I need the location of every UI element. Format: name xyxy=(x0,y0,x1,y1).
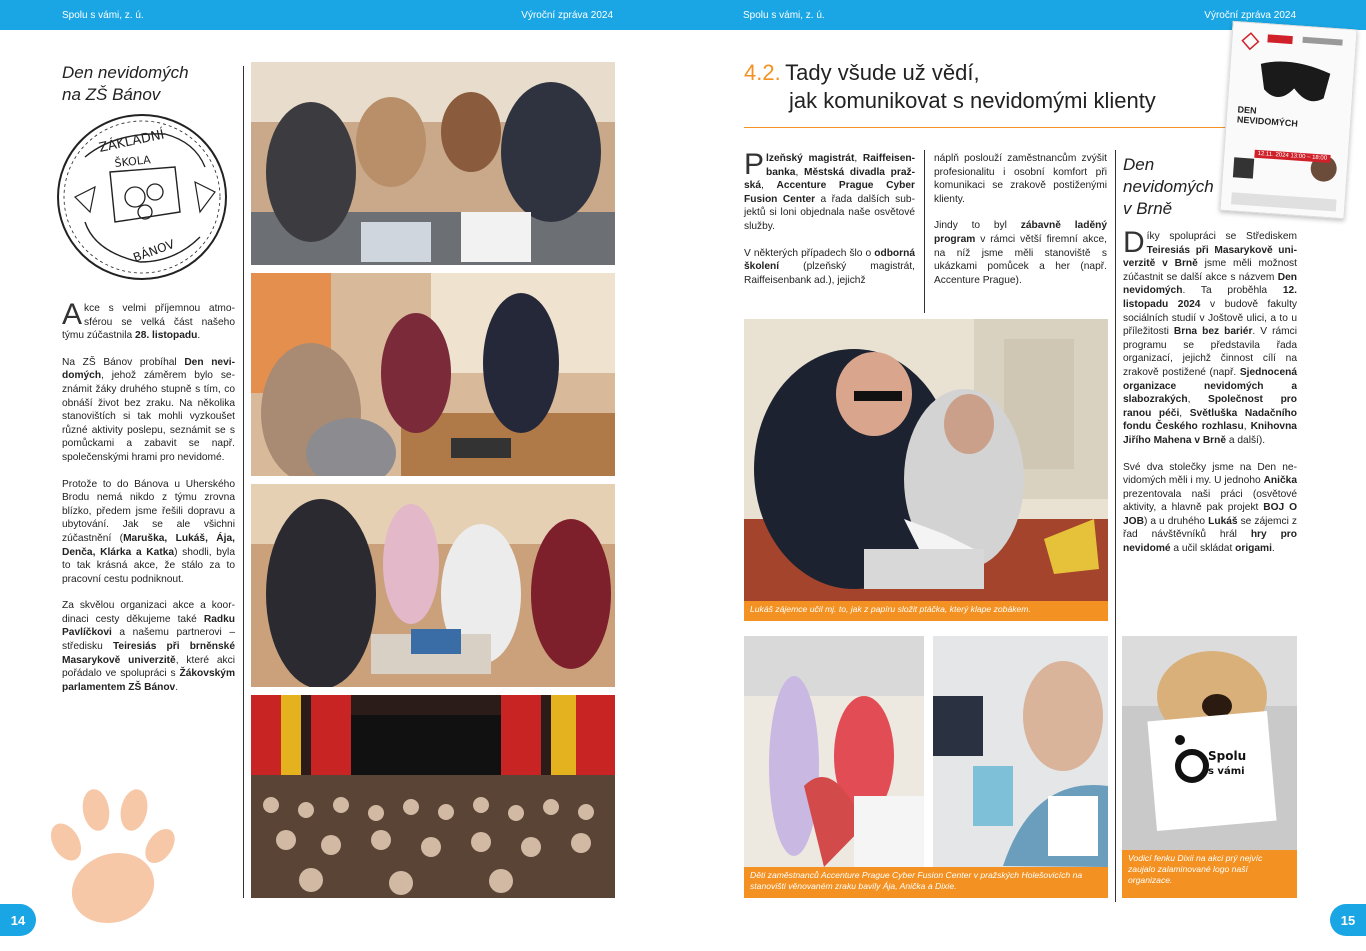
paragraph xyxy=(62,599,235,694)
text-run: . xyxy=(1271,543,1275,555)
bold-text: Světluška Nadačního fondu Českého rozhlasu xyxy=(1123,407,1297,433)
text-run: , xyxy=(854,153,863,164)
stamp-text: BÁNOV xyxy=(131,236,177,265)
heading-line: na ZŠ Bánov xyxy=(62,85,161,104)
header-org: Spolu s vámi, z. ú. xyxy=(62,10,144,21)
text-run: a další). xyxy=(1226,434,1266,446)
page-number-left: 14 xyxy=(0,904,36,936)
text-run: a našemu partnerovi – středisku xyxy=(62,627,235,653)
text-run: ) shodli, byla to tak krásná akce, že stálo za to pracovní cestu podniknout. xyxy=(62,546,235,585)
right-col-2 xyxy=(934,152,1107,300)
heading-line: nevidomých xyxy=(1123,177,1214,196)
section-heading xyxy=(62,62,189,106)
photo-guide-dog-with-logo xyxy=(1122,636,1297,850)
right-col-1 xyxy=(744,148,915,300)
heading-line: v Brně xyxy=(1123,199,1173,218)
text-run: Na ZŠ Bánov probíhal xyxy=(62,356,185,368)
bold-text: 28. listopadu xyxy=(135,330,198,342)
text-run: Jindy to byl xyxy=(934,220,1021,232)
bold-text: 12. listopadu 2024 xyxy=(1123,285,1297,310)
text-run: , které akci pořádalo ve spolupráci s xyxy=(62,654,235,680)
text-run: ) a u druhého xyxy=(1143,515,1209,527)
school-stamp-drawing xyxy=(55,112,230,282)
bold-text: BOJ O JOB xyxy=(1123,502,1297,527)
bold-text: lzeňský magistrát xyxy=(766,153,855,164)
paragraph xyxy=(744,148,915,234)
text-run: a řada dalších subjektů si loni objednala naše osvětové služby. xyxy=(744,193,915,232)
text-run: Za skvělou organizaci akce a koordinaci cesty děkujeme také xyxy=(62,600,235,625)
text-run: , xyxy=(1243,421,1251,433)
text-run: . Ta proběhla xyxy=(1182,285,1283,297)
text-run: (plzeňský magistrát, Raiffeisenbank ad.), jejichž xyxy=(744,261,915,286)
paragraph xyxy=(62,478,235,587)
text-run: se zájemci z řad návštěvníků hrál xyxy=(1123,515,1297,541)
event-poster xyxy=(1220,21,1358,219)
poster-title-line: NEVIDOMÝCH xyxy=(1236,114,1299,129)
paragraph xyxy=(1123,461,1297,556)
photo-teacher-and-students xyxy=(251,484,615,687)
bold-text: zábavně laděný program xyxy=(934,220,1107,245)
bold-text: Sjednocená organizace nevidomých a slabozrakých xyxy=(1123,366,1297,406)
photo-students-at-table xyxy=(251,62,615,265)
photo-origami-workshop xyxy=(744,319,1108,601)
bold-text: hry pro nevidomé xyxy=(1123,529,1297,555)
bold-text: Brna bez bariér xyxy=(1173,326,1253,338)
bold-text: Městská divadla pražská xyxy=(744,166,915,192)
text-run: v budově fakulty sociálních studií v Joštově ulici, a to u příležitosti xyxy=(1123,298,1297,338)
text-run: , jehož záměrem bylo seznámit žáky druhého stupně s tím, co obnáší život bez zraku. Na několika stanovištích si tak mohli vyzkoušet různé aktivity poslepu, seznámit se s pomůckami a zabavit se např. společenskými hrami pro nevidomé. xyxy=(62,370,235,463)
caption-children-station: Děti zaměstnanců Accenture Prague Cyber Fusion Center v pražských Holešovicích na stanovišti věnovaném zraku bavily Ája, Anička a Dixie. xyxy=(744,867,1108,898)
text-run: a učil skládat xyxy=(1170,543,1236,555)
bold-text: Teiresiás při Masarykově univerzitě v Brně xyxy=(1123,244,1297,270)
photo-selfie-woman xyxy=(933,636,1108,867)
text-run: Protože to do Bánova u Uherského Brodu nemá nikdo z týmu zrovna blízko, předem jsme řešili dopravu a ubytování. Jak se ale všichni zúčastnění ( xyxy=(62,478,235,544)
bold-text: Accenture Prague Cyber Fusion Center xyxy=(744,180,915,205)
bold-text: Lukáš xyxy=(1208,515,1238,527)
side-heading xyxy=(1123,154,1223,220)
text-run: prezentovala naši práci (osvětové aktivity, a hlavně pak projekt xyxy=(1123,488,1297,514)
header-report-title: Výroční zpráva 2024 xyxy=(1204,10,1296,21)
drop-cap: D xyxy=(1123,226,1145,259)
stamp-text: ŠKOLA xyxy=(113,153,152,170)
text-run: Své dva stolečky jsme na Den nevidomých měli i my. U jednoho xyxy=(1123,461,1297,487)
column-divider xyxy=(924,150,925,313)
logo-text: Spolu xyxy=(1208,749,1247,763)
column-divider xyxy=(1115,150,1116,902)
heading-line: Den xyxy=(1123,155,1155,174)
bold-text: origami xyxy=(1235,543,1272,555)
caption-guide-dog: Vodicí fenku Dixii na akci prý nejvíc zaujalo zalaminované logo naší organizace. xyxy=(1122,850,1297,898)
text-run: , xyxy=(761,180,777,192)
title-line: Tady všude už vědí, xyxy=(785,60,980,85)
section-title xyxy=(744,60,1156,114)
text-run: , xyxy=(795,166,804,178)
bold-text: Den nevidomých xyxy=(1123,271,1297,297)
logo-text: s vámi xyxy=(1208,766,1245,777)
text-run: , xyxy=(1179,407,1190,419)
bold-text: Raiffeisenbanka xyxy=(766,153,915,178)
text-run: kce s velmi příjemnou atmosférou se velká část našeho týmu zúčastnila xyxy=(62,303,235,342)
header-org: Spolu s vámi, z. ú. xyxy=(743,10,825,21)
header-bar xyxy=(0,0,683,30)
drop-cap: P xyxy=(744,148,765,181)
left-body-text xyxy=(62,298,235,707)
page-right xyxy=(683,0,1366,951)
text-run: . V rámci programu se představila řada organizací, jejichž činnost cílí na zrakově postižené (např. xyxy=(1123,326,1297,378)
heading-line: Den nevidomých xyxy=(62,63,189,82)
bold-text: Radku Pavlíčkovi xyxy=(62,613,235,639)
bold-text: Den nevidomých xyxy=(62,356,235,382)
bold-text: Anička xyxy=(1263,475,1297,487)
text-run: v rámci větší firemní akce, na níž jsme měli stanoviště s ukázkami pomůcek a her (např. Accenture Prague). xyxy=(934,233,1107,286)
paragraph xyxy=(1123,226,1297,448)
text-run: , xyxy=(1187,394,1209,406)
poster-title-line: DEN xyxy=(1237,104,1257,116)
paw-print-decoration xyxy=(38,780,178,930)
bold-text: Společnost pro ranou péči xyxy=(1123,394,1297,419)
column-divider xyxy=(243,66,244,898)
paragraph xyxy=(62,356,235,465)
page-number-right: 15 xyxy=(1330,904,1366,936)
stamp-text: ZÁKLADNÍ xyxy=(97,127,166,156)
paragraph xyxy=(934,152,1107,206)
section-number: 4.2. xyxy=(744,60,781,85)
side-body-text xyxy=(1123,226,1297,569)
photo-auditorium-audience xyxy=(251,695,615,898)
title-rule xyxy=(744,127,1234,128)
header-report-title: Výroční zpráva 2024 xyxy=(521,10,613,21)
paragraph xyxy=(744,247,915,288)
paragraph xyxy=(62,298,235,343)
text-run: . xyxy=(197,330,201,342)
bold-text: Knihovna Jiřího Mahena v Brně xyxy=(1123,421,1297,446)
paragraph xyxy=(934,219,1107,287)
text-run: náplň poslouží zaměstnancům zvýšit profesionalitu i osobní komfort při komunikaci se zrakově postiženými klienty. xyxy=(934,153,1107,205)
bold-text: Maruška, Lukáš, Ája, Denča, Klárka a Katka xyxy=(62,532,235,558)
poster-date: 12.11. 2024 13:00 – 18:00 xyxy=(1254,150,1330,163)
bold-text: Teiresiás při brněnské Masarykově univerzitě xyxy=(62,641,235,666)
photo-kids-blindfolded xyxy=(744,636,924,867)
bold-text: Žákovským parlamentem ZŠ Bánov xyxy=(62,668,235,693)
caption-origami: Lukáš zájemce učil mj. to, jak z papíru složit ptáčka, který klape zobákem. xyxy=(744,601,1108,621)
bold-text: odborná školení xyxy=(744,247,915,273)
drop-cap: A xyxy=(62,298,83,331)
title-line: jak komunikovat s nevidomými klienty xyxy=(789,88,1156,113)
text-run: V některých případech šlo o xyxy=(744,247,875,259)
photo-blindfolded-man-with-kids xyxy=(251,273,615,476)
poster-title xyxy=(1237,104,1299,128)
text-run: jsme měli možnost zúčastnit se další akce s názvem xyxy=(1123,258,1297,283)
text-run: íky spolupráci se Střediskem xyxy=(1146,231,1297,242)
text-run: . xyxy=(175,681,179,693)
